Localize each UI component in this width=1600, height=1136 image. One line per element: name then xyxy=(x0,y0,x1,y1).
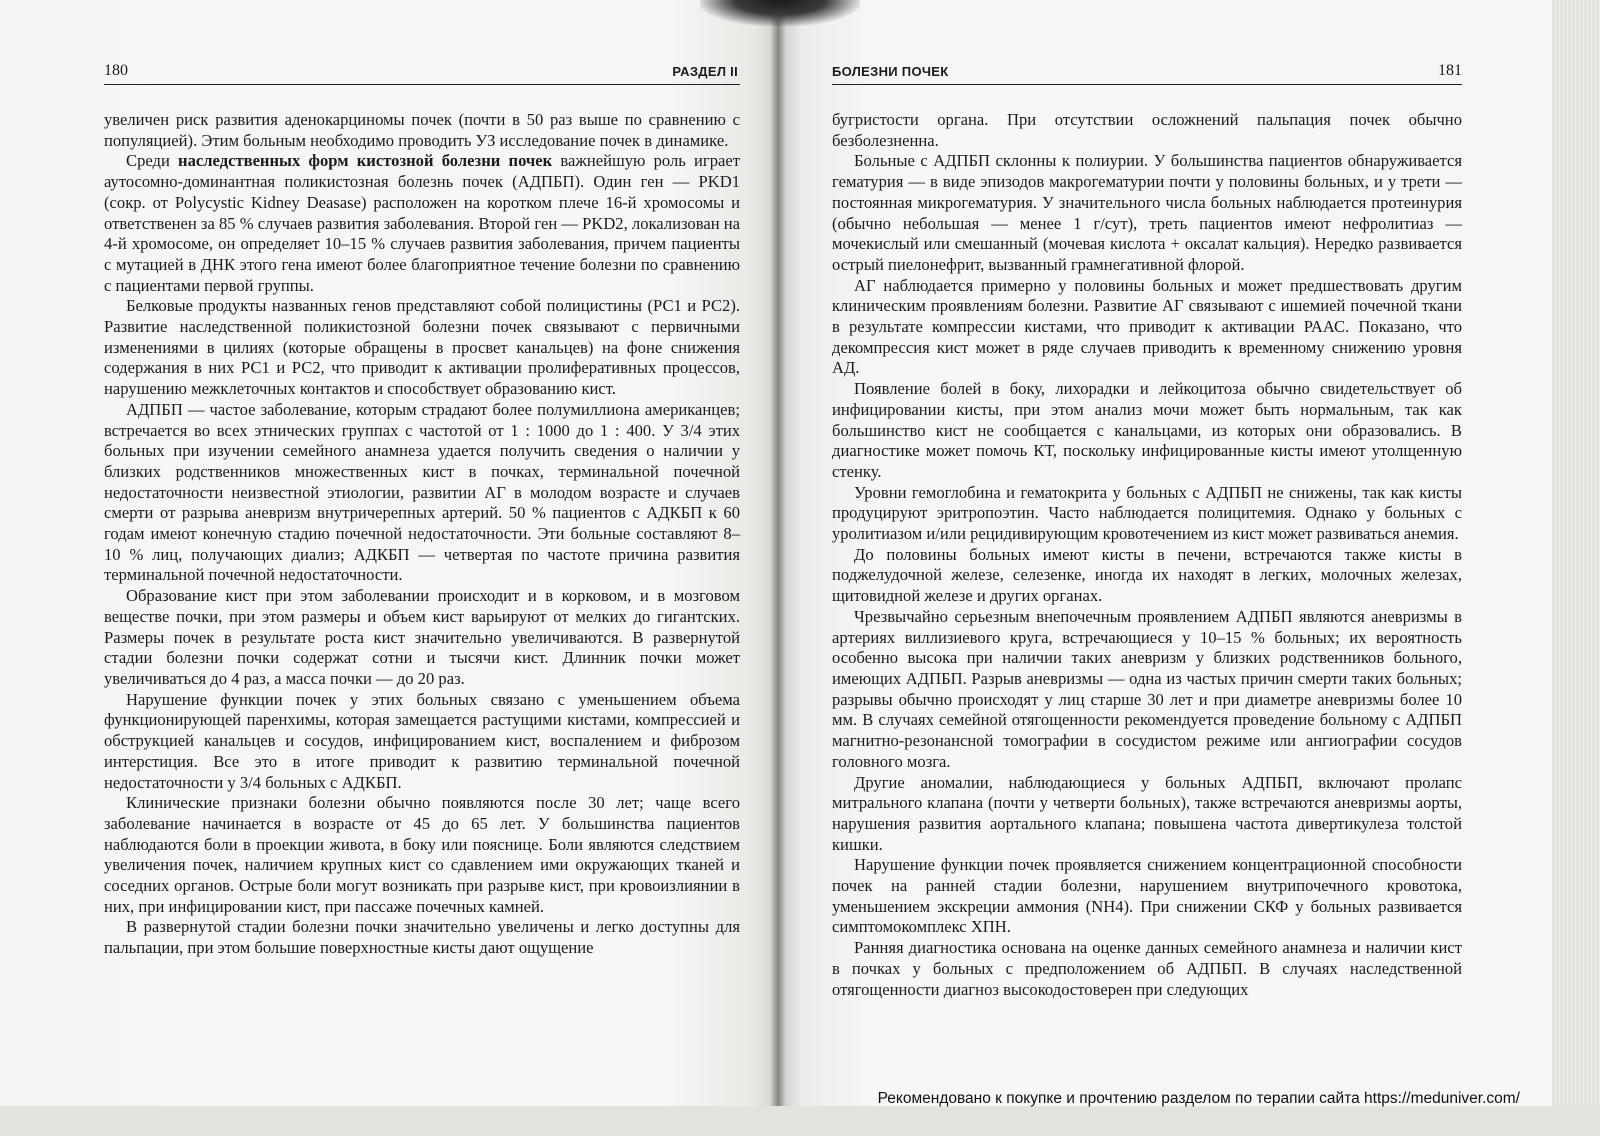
paragraph: бугристости органа. При отсутствии осложнений пальпация почек обычно безболезненна. xyxy=(832,110,1462,150)
right-page-number: 181 xyxy=(1438,62,1462,79)
paragraph: До половины больных имеют кисты в печени, встречаются также кисты в поджелудочной железе, селезенке, иногда их находят в легких, молочных железах, щитовидной железе и других органах. xyxy=(832,544,1462,606)
paragraph: АДПБП — частое заболевание, которым страдают более полумиллиона американцев; встречается во всех этнических группах с частотой от 1 : 1000 до 1 : 400. У 3/4 этих больных при изучении семейного анамнеза удается получить сведения о наличии у близких родственников множественных кист в почках, терминальной почечной недостаточности неизвестной этиологии, развитии АГ в молодом возрасте и случаев смерти от разрыва аневризм внутричерепных артерий. 50 % пациентов с АДКБП к 60 годам имеют конечную стадию почечной недостаточности. Эти больные составляют 8–10 % лиц, получающих диализ; АДКБП — четвертая по частоте причина развития терминальной почечной недостаточности. xyxy=(104,399,740,585)
paragraph: Белковые продукты названных генов представляют собой полицистины (РС1 и РС2). Развитие наследственной поликистозной болезни почек связывают с первичными изменениями в цилиях (которые обращены в просвет канальцев) на фоне снижения содержания в них РС1 и РС2, что приводит к активации пролиферативных процессов, нарушению межклеточных контактов и способствует образованию кист. xyxy=(104,296,740,399)
left-page-header xyxy=(104,60,740,85)
paragraph: В развернутой стадии болезни почки значительно увеличены и легко доступны для пальпации, при этом большие поверхностные кисты дают ощущение xyxy=(104,917,740,958)
paragraph: Появление болей в боку, лихорадки и лейкоцитоза обычно свидетельствует об инфицировании кисты, при этом анализ мочи может быть нормальным, так как большинство кист не сообщается с канальцами, из которых они образовались. В диагностике может помочь КТ, поскольку инфицированные кисты имеют утолщенную стенку. xyxy=(832,379,1462,481)
paragraph: Ранняя диагностика основана на оценке данных семейного анамнеза и наличии кист в почках у больных с предположением об АДПБП. В случаях наследственной отягощенности диагноз высокодостоверен при следующих xyxy=(832,938,1462,999)
paragraph: Нарушение функции почек у этих больных связано с уменьшением объема функционирующей паренхимы, которая замещается растущими кистами, компрессией и обструкцией канальцев и сосудов, инфицированием кист, воспалением и фиброзом интерстиция. Все это в итоге приводит к развитию терминальной почечной недостаточности у 3/4 больных с АДКБП. xyxy=(104,689,740,792)
paragraph xyxy=(104,151,740,296)
book-gutter xyxy=(770,0,786,1136)
paragraph: Уровни гемоглобина и гематокрита у больных с АДПБП не снижены, так как кисты продуцируют эритропоэтин. Часто наблюдается полицитемия. Однако у больных с уролитиазом и/или рецидивирующим кровотечением из кист может развиваться анемия. xyxy=(832,482,1462,544)
paragraph: Клинические признаки болезни обычно появляются после 30 лет; чаще всего заболевание начинается в возрасте от 45 до 65 лет. У большинства пациентов наблюдаются боли в проекции живота, в боку или пояснице. Боли являются следствием увеличения почек, наличием крупных кист со сдавлением ими окружающих тканей и соседних органов. Острые боли могут возникать при разрыве кист, при кровоизлиянии в них, при инфицировании кист, при пассаже почечных камней. xyxy=(104,793,740,916)
paragraph: АГ наблюдается примерно у половины больных и может предшествовать другим клиническим проявлениям болезни. Развитие АГ связывают с ишемией почечной ткани в результате компрессии кистами, что приводит к активации РААС. Показано, что декомпрессия кист может в ряде случаев приводить к временному снижению уровня АД. xyxy=(832,275,1462,378)
paragraph: Чрезвычайно серьезным внепочечным проявлением АДПБП являются аневризмы в артериях виллизиевого круга, встречающиеся у 10–15 % больных; их вероятность особенно высока при наличии таких аневризм у близких родственников больного, имеющих АДПБП. Разрыв аневризмы — одна из частых причин смерти таких больных; разрывы обычно происходят у лиц старше 30 лет и при диаметре аневризмы более 10 мм. В случаях семейной отягощенности рекомендуется проведение больному с АДПБП магнитно-резонансной томографии в сосудистом режиме или ангиографии сосудов головного мозга. xyxy=(832,606,1462,771)
paragraph: увеличен риск развития аденокарциномы почек (почти в 50 раз выше по сравнению с популяцией). Этим больным необходимо проводить УЗ исследование почек в динамике. xyxy=(104,110,740,150)
scan-bottom-edge xyxy=(0,1106,1600,1136)
left-page-text xyxy=(104,110,740,959)
left-running-head: РАЗДЕЛ II xyxy=(672,64,738,79)
bold-term: наследственных форм кистозной болезни почек xyxy=(178,151,553,171)
paragraph: Нарушение функции почек проявляется снижением концентрационной способности почек на ранней стадии болезни, нарушением внутрипочечного кровотока, уменьшением экскреции аммония (NH4). При снижении СКФ у больных развивается симптомокомплекс ХПН. xyxy=(832,855,1462,937)
paragraph: Больные с АДПБП склонны к полиурии. У большинства пациентов обнаруживается гематурия — в виде эпизодов макрогематурии почти у половины больных, и у трети — постоянная микрогематурия. У значительного числа больных наблюдается протеинурия (обычно небольшая — менее 1 г/сут), треть пациентов имеют нефролитиаз — мочекислый или смешанный (мочевая кислота + оксалат кальция). Нередко развивается острый пиелонефрит, вызванный грамнегативной флорой. xyxy=(832,151,1462,274)
paragraph-text: важнейшую роль играет аутосомно-доминантная поликистозная болезнь почек (АДПБП). Один ген — PKD1 (сокр. от Polycystic Kidney Deasase) расположен на коротком плече 16-й хромосомы и ответственен за 85 % случаев развития заболевания. Второй ген — PKD2, локализован на 4-й хромосоме, он определяет 10–15 % случаев развития заболевания, причем пациенты с мутацией в ДНК этого гена имеют более благоприятное течение болезни по сравнению с пациентами первой группы. xyxy=(104,151,740,295)
left-page-number: 180 xyxy=(104,62,128,79)
paragraph: Образование кист при этом заболевании происходит и в корковом, и в мозговом веществе почки, при этом размеры и объем кист варьируют от мелких до гигантских. Размеры почек в результате роста кист значительно увеличиваются. В развернутой стадии болезни почки содержат сотни и тысячи кист. Длинник почки может увеличиваться до 4 раз, а масса почки — до 20 раз. xyxy=(104,586,740,688)
paragraph: Другие аномалии, наблюдающиеся у больных АДПБП, включают пролапс митрального клапана (почти у четверти больных), также встречаются аневризмы аорты, нарушения развития аортального клапана; повышена частота дивертикулеза толстой кишки. xyxy=(832,772,1462,854)
paragraph-text: Среди xyxy=(126,151,179,171)
right-running-head: БОЛЕЗНИ ПОЧЕК xyxy=(832,64,949,79)
site-watermark: Рекомендовано к покупке и прочтению разделом по терапии сайта https://meduniver.com/ xyxy=(877,1090,1520,1107)
right-page-header xyxy=(832,60,1462,85)
binding-shadow xyxy=(700,0,860,26)
page-edges xyxy=(1552,0,1600,1136)
right-page-text xyxy=(832,110,1462,1000)
